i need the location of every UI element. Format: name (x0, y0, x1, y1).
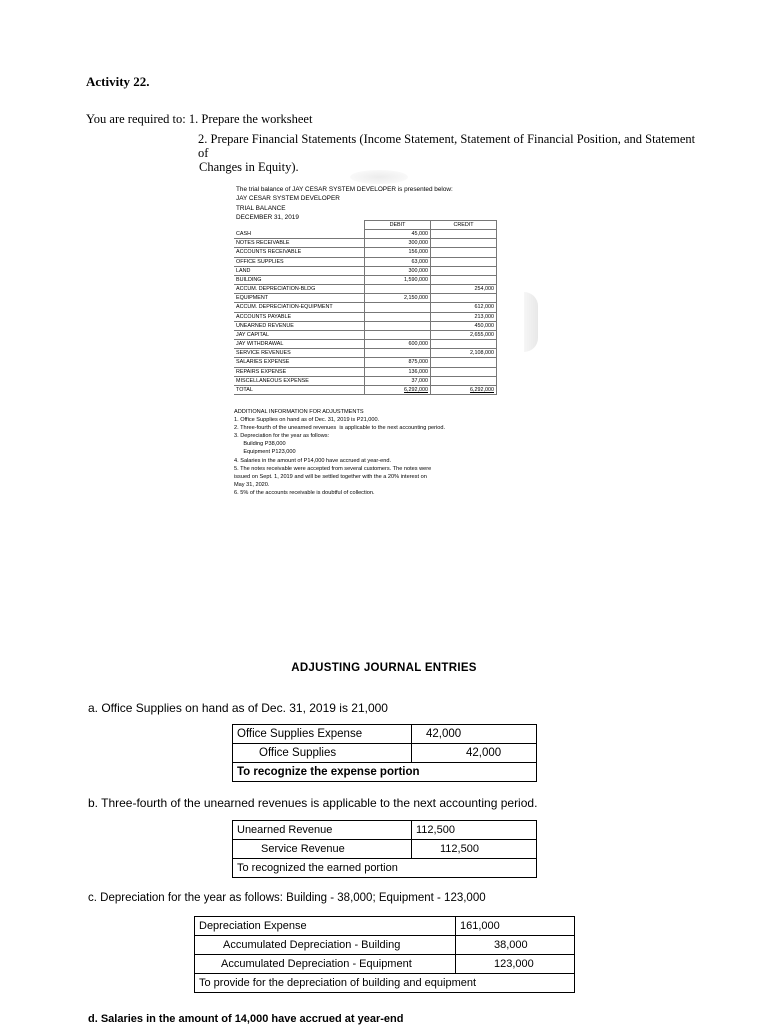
debit-cell (365, 285, 431, 294)
table-row (233, 744, 537, 763)
credit-cell: 6,292,000 (431, 385, 497, 394)
table-row (234, 257, 497, 266)
item-c: c. Depreciation for the year as follows: Building - 38,000; Equipment - 123,000 (88, 892, 486, 904)
debit-cell: 45,000 (365, 230, 431, 239)
table-row (233, 840, 537, 859)
table-row (234, 340, 497, 349)
note-line: May 31, 2020. (234, 481, 270, 488)
account-cell: EQUIPMENT (234, 294, 365, 303)
table-row (195, 974, 575, 993)
journal-entry-a (232, 724, 537, 782)
table-row (234, 321, 497, 330)
credit-cell (431, 340, 497, 349)
account-cell: JAY CAPITAL (234, 330, 365, 339)
watermark-decoration (350, 170, 408, 184)
instructions-line: You are required to: 1. Prepare the worksheet (86, 112, 313, 126)
credit-cell: 213,000 (431, 312, 497, 321)
credit-cell: 2,655,000 (431, 330, 497, 339)
debit-cell: 600,000 (365, 340, 431, 349)
table-row (234, 358, 497, 367)
credit-cell (431, 376, 497, 385)
debit-cell (365, 330, 431, 339)
trial-balance-image (228, 172, 530, 517)
table-row (234, 266, 497, 275)
credit-amount-equipment: 123,000 (456, 955, 575, 974)
table-row (234, 294, 497, 303)
debit-account: Depreciation Expense (195, 917, 456, 936)
credit-header: CREDIT (431, 221, 497, 230)
debit-header: DEBIT (365, 221, 431, 230)
table-row (234, 349, 497, 358)
account-cell: MISCELLANEOUS EXPENSE (234, 376, 365, 385)
table-row (234, 275, 497, 284)
credit-amount: 42,000 (412, 744, 537, 763)
credit-cell (431, 239, 497, 248)
table-row (233, 763, 537, 782)
debit-cell: 1,590,000 (365, 275, 431, 284)
debit-cell (365, 321, 431, 330)
debit-amount: 112,500 (412, 821, 537, 840)
journal-entry-b (232, 820, 537, 878)
account-cell: ACCUM. DEPRECIATION-BLDG (234, 285, 365, 294)
account-cell: JAY WITHDRAWAL (234, 340, 365, 349)
account-cell: REPAIRS EXPENSE (234, 367, 365, 376)
account-cell: CASH (234, 230, 365, 239)
step-2-line-2: Changes in Equity). (199, 160, 299, 174)
entry-explanation: To provide for the depreciation of building and equipment (195, 974, 575, 993)
credit-cell (431, 248, 497, 257)
note-line: 1. Office Supplies on hand as of Dec. 31, 2019 is P21,000. (234, 417, 380, 424)
note-line: 5. The notes receivable were accepted from several customers. The notes were (234, 465, 432, 472)
debit-cell: 300,000 (365, 239, 431, 248)
debit-cell: 6,292,000 (365, 385, 431, 394)
account-cell: LAND (234, 266, 365, 275)
table-row (234, 385, 497, 394)
account-cell: UNEARNED REVENUE (234, 321, 365, 330)
item-d: d. Salaries in the amount of 14,000 have accrued at year-end (88, 1013, 404, 1025)
note-line: 2. Three-fourth of the unearned revenues is applicable to the next accounting period. (234, 425, 446, 432)
credit-account: Office Supplies (233, 744, 412, 763)
account-cell: ACCOUNTS PAYABLE (234, 312, 365, 321)
note-line: Building P38,000 (234, 441, 286, 448)
credit-cell (431, 294, 497, 303)
credit-account: Service Revenue (233, 840, 412, 859)
notes-heading: ADDITIONAL INFORMATION FOR ADJUSTMENTS (234, 409, 364, 415)
debit-cell: 136,000 (365, 367, 431, 376)
debit-cell (365, 303, 431, 312)
activity-title: Activity 22. (86, 74, 150, 89)
note-line: issued on Sept. 1, 2019 and will be settled together with the a 20% interest on (234, 473, 427, 480)
debit-cell: 2,150,000 (365, 294, 431, 303)
section-title: ADJUSTING JOURNAL ENTRIES (291, 662, 477, 674)
credit-cell: 450,000 (431, 321, 497, 330)
table-row (195, 917, 575, 936)
note-line: 3. Depreciation for the year as follows: (234, 433, 330, 440)
account-cell: BUILDING (234, 275, 365, 284)
account-cell: NOTES RECEIVABLE (234, 239, 365, 248)
debit-cell (365, 349, 431, 358)
debit-account: Office Supplies Expense (233, 725, 412, 744)
instructions-step-2 (198, 132, 698, 174)
table-row (234, 285, 497, 294)
debit-account: Unearned Revenue (233, 821, 412, 840)
account-cell: SALARIES EXPENSE (234, 358, 365, 367)
table-header-row (234, 221, 497, 230)
account-cell: ACCUM. DEPRECIATION-EQUIPMENT (234, 303, 365, 312)
item-a: a. Office Supplies on hand as of Dec. 31, 2019 is 21,000 (88, 701, 388, 715)
credit-cell (431, 266, 497, 275)
company-name: JAY CESAR SYSTEM DEVELOPER (236, 195, 340, 203)
note-line: Equipment P123,000 (234, 449, 296, 456)
debit-cell: 300,000 (365, 266, 431, 275)
table-row (234, 367, 497, 376)
entry-explanation: To recognize the expense portion (233, 763, 537, 782)
account-cell: SERVICE REVENUES (234, 349, 365, 358)
table-row (233, 821, 537, 840)
table-row (234, 239, 497, 248)
credit-amount: 112,500 (412, 840, 537, 859)
debit-cell: 156,000 (365, 248, 431, 257)
trial-balance-intro: The trial balance of JAY CESAR SYSTEM DEVELOPER is presented below: (236, 186, 453, 193)
account-cell: OFFICE SUPPLIES (234, 257, 365, 266)
credit-account-equipment: Accumulated Depreciation - Equipment (195, 955, 456, 974)
account-cell: TOTAL (234, 385, 365, 394)
table-row (234, 376, 497, 385)
table-row (234, 248, 497, 257)
table-row (233, 725, 537, 744)
table-row (234, 230, 497, 239)
debit-amount: 161,000 (456, 917, 575, 936)
credit-cell: 612,000 (431, 303, 497, 312)
table-row (195, 936, 575, 955)
trial-balance-table (234, 220, 497, 395)
table-row (234, 303, 497, 312)
credit-cell (431, 230, 497, 239)
account-cell: ACCOUNTS RECEIVABLE (234, 248, 365, 257)
credit-account-building: Accumulated Depreciation - Building (195, 936, 456, 955)
credit-cell: 2,108,000 (431, 349, 497, 358)
credit-amount-building: 38,000 (456, 936, 575, 955)
adjustments-notes (234, 408, 445, 497)
note-line: 6. 5% of the accounts receivable is doubtful of collection. (234, 489, 375, 496)
debit-cell: 37,000 (365, 376, 431, 385)
table-row (195, 955, 575, 974)
credit-cell (431, 257, 497, 266)
table-row (233, 859, 537, 878)
credit-cell (431, 367, 497, 376)
entry-explanation: To recognized the earned portion (233, 859, 537, 878)
report-date: DECEMBER 31, 2019 (236, 214, 299, 222)
debit-cell: 63,000 (365, 257, 431, 266)
debit-cell (365, 312, 431, 321)
credit-cell: 254,000 (431, 285, 497, 294)
report-name: TRIAL BALANCE (236, 204, 286, 212)
step-2-line-1: 2. Prepare Financial Statements (Income Statement, Statement of Financial Position, and Statement of (198, 132, 696, 160)
debit-amount: 42,000 (412, 725, 537, 744)
item-b: b. Three-fourth of the unearned revenues is applicable to the next accounting period. (88, 796, 538, 810)
debit-cell: 875,000 (365, 358, 431, 367)
journal-entry-c (194, 916, 575, 993)
table-row (234, 330, 497, 339)
credit-cell (431, 358, 497, 367)
table-row (234, 312, 497, 321)
watermark-decoration (524, 292, 538, 352)
credit-cell (431, 275, 497, 284)
note-line: 4. Salaries in the amount of P14,000 have accrued at year-end. (234, 457, 392, 464)
